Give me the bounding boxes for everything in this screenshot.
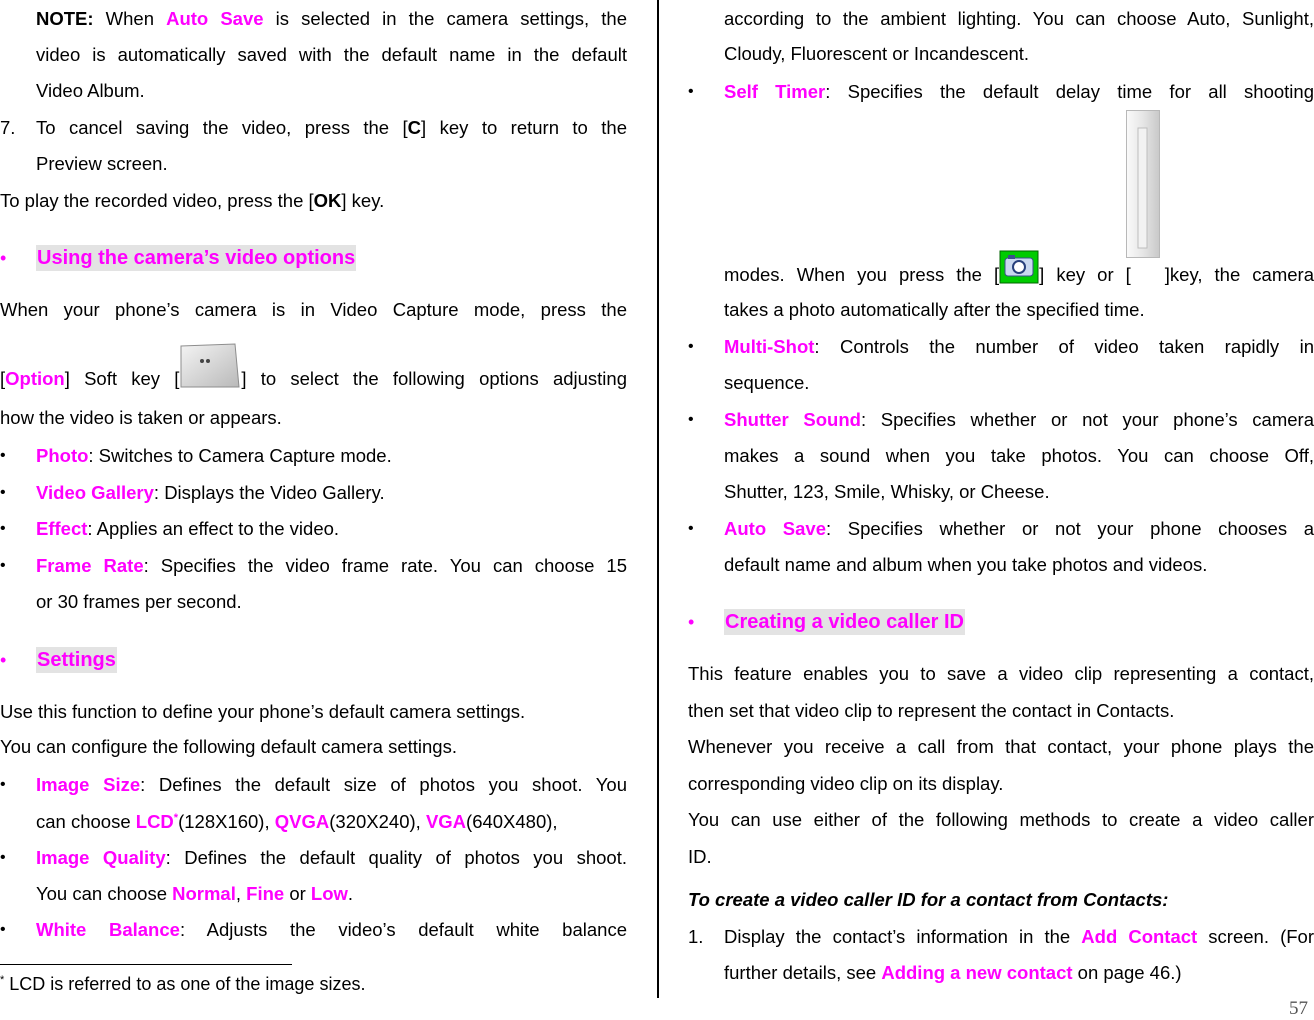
footnote	[0, 966, 627, 1002]
step-1-line-2	[688, 955, 1314, 991]
list-item-image-quality	[0, 840, 627, 876]
key-ok: OK	[313, 190, 342, 211]
intro-text: ] to select the following options adjusting	[241, 367, 627, 389]
heading-settings-row	[0, 642, 627, 678]
bracket: [	[0, 367, 6, 389]
para-2-line-2: corresponding video clip on its display.	[688, 773, 1004, 794]
text: Display the contact’s information in the	[724, 926, 1082, 947]
shutter-sound-label: Shutter Sound	[724, 409, 861, 430]
step-1	[688, 919, 1314, 955]
effect-text: : Applies an effect to the video.	[87, 518, 340, 539]
bullet-icon: •	[0, 849, 6, 866]
text: further details, see	[724, 962, 882, 983]
text: screen. (For	[1197, 926, 1314, 947]
heading-bullet: •	[0, 650, 7, 670]
intro-line-1: When your phone’s camera is in Video Capture mode, press the	[0, 299, 627, 320]
column-divider	[657, 0, 659, 998]
side-key-icon	[1126, 110, 1160, 258]
lcd-label: LCD	[135, 811, 174, 832]
footnote-ref: *	[173, 811, 179, 824]
para-3-line-2: ID.	[688, 846, 712, 867]
bullet-icon: •	[0, 447, 6, 464]
multi-shot-line-2: sequence.	[724, 372, 810, 393]
photo-label: Photo	[36, 445, 89, 466]
note-text: When	[93, 8, 167, 29]
step-text: ] key to return to the	[421, 117, 627, 138]
bullet-icon: •	[688, 520, 694, 537]
adding-contact-link[interactable]: Adding a new contact	[881, 962, 1073, 983]
heading-caller-id: Creating a video caller ID	[725, 611, 964, 633]
list-item-white-balance	[0, 912, 627, 948]
white-balance-label: White Balance	[36, 919, 180, 940]
bullet-icon: •	[688, 411, 694, 428]
text: You can choose	[36, 883, 173, 904]
image-quality-label: Image Quality	[36, 847, 166, 868]
camera-key-icon	[999, 250, 1039, 296]
list-item-self-timer	[688, 74, 1314, 110]
self-timer-text: : Specifies the default delay time for all shooting	[825, 81, 1314, 102]
image-quality-line-2	[0, 876, 627, 912]
step-number: 1.	[688, 926, 704, 947]
self-timer-label: Self Timer	[724, 81, 826, 102]
list-item-frame-rate	[0, 548, 627, 584]
play-text: To play the recorded video, press the [	[0, 190, 314, 211]
heading-bullet: •	[688, 612, 695, 632]
step-number: 7.	[0, 117, 16, 138]
step-7	[0, 110, 627, 146]
bullet-icon: •	[0, 557, 6, 574]
para-1-line-1: This feature enables you to save a video clip representing a contact,	[688, 663, 1314, 684]
procedure-title: To create a video caller ID for a contact from Contacts:	[688, 889, 1169, 910]
effect-label: Effect	[36, 518, 88, 539]
heading-video-options-row	[0, 240, 627, 276]
auto-save-label: Auto Save	[724, 518, 826, 539]
step-7-line-2: Preview screen.	[36, 153, 168, 174]
note-line-2: video is automatically saved with the default name in the default	[36, 44, 627, 65]
text: .	[347, 883, 354, 904]
frame-rate-label: Frame Rate	[36, 555, 144, 576]
list-item-image-size	[0, 767, 627, 803]
white-balance-cont-1: according to the ambient lighting. You can choose Auto, Sunlight,	[724, 8, 1314, 29]
para-2-line-1: Whenever you receive a call from that contact, your phone plays the	[688, 736, 1314, 757]
fine-label: Fine	[246, 883, 285, 904]
intro-line-2	[0, 351, 627, 387]
text: ,	[235, 883, 247, 904]
normal-label: Normal	[172, 883, 236, 904]
play-text: ] key.	[341, 190, 385, 211]
bullet-icon: •	[688, 83, 694, 100]
image-size-label: Image Size	[36, 774, 141, 795]
auto-save-text: : Specifies whether or not your phone chooses a	[825, 518, 1314, 539]
text: on page 46.)	[1072, 962, 1182, 983]
bullet-icon: •	[0, 921, 6, 938]
low-label: Low	[310, 883, 348, 904]
footnote-rule	[0, 964, 292, 965]
bullet-icon: •	[0, 776, 6, 793]
heading-bullet: •	[0, 248, 7, 268]
option-label: Option	[5, 367, 65, 389]
text: (640X480),	[466, 811, 558, 832]
text: can choose	[36, 811, 136, 832]
settings-line-1: Use this function to define your phone’s default camera settings.	[0, 701, 526, 722]
footnote-mark: *	[0, 974, 5, 986]
vga-label: VGA	[425, 811, 467, 832]
text: (320X240),	[329, 811, 426, 832]
text: (128X160),	[178, 811, 275, 832]
note-line-1	[0, 1, 627, 37]
white-balance-text: : Adjusts the video’s default white balance	[179, 919, 627, 940]
photo-text: : Switches to Camera Capture mode.	[88, 445, 392, 466]
footnote-text: LCD is referred to as one of the image sizes.	[4, 974, 366, 994]
list-item-photo	[0, 438, 627, 474]
bullet-icon: •	[688, 338, 694, 355]
list-item-effect	[0, 511, 627, 547]
step-text: To cancel saving the video, press the [	[36, 117, 408, 138]
soft-key-icon	[179, 343, 241, 401]
settings-line-2: You can configure the following default camera settings.	[0, 736, 457, 757]
multi-shot-label: Multi-Shot	[724, 336, 815, 357]
frame-rate-text: : Specifies the video frame rate. You can choose 15	[143, 555, 627, 576]
self-timer-line-2	[688, 253, 1314, 289]
image-size-text: : Defines the default size of photos you shoot. You	[140, 774, 627, 795]
para-1-line-2: then set that video clip to represent the contact in Contacts.	[688, 700, 1175, 721]
image-size-line-2	[0, 804, 627, 840]
heading-video-options: Using the camera’s video options	[37, 247, 356, 269]
page-number: 57	[1289, 998, 1308, 1019]
add-contact-label: Add Contact	[1081, 926, 1198, 947]
list-item-video-gallery	[0, 475, 627, 511]
bullet-icon: •	[0, 520, 6, 537]
bullet-icon: •	[0, 484, 6, 501]
shutter-sound-text: : Specifies whether or not your phone’s camera	[860, 409, 1314, 430]
note-autosave: Auto Save	[166, 8, 264, 29]
heading-settings: Settings	[37, 649, 116, 671]
multi-shot-text: : Controls the number of video taken rapidly in	[814, 336, 1314, 357]
intro-line-3: how the video is taken or appears.	[0, 407, 282, 428]
list-item-multi-shot	[688, 329, 1314, 365]
gallery-label: Video Gallery	[36, 482, 154, 503]
list-item-shutter-sound	[688, 402, 1314, 438]
text: ]key, the camera	[1164, 263, 1314, 285]
shutter-sound-line-2: makes a sound when you take photos. You can choose Off,	[724, 445, 1314, 466]
play-line	[0, 183, 627, 219]
note-label: NOTE:	[36, 8, 94, 29]
gallery-text: : Displays the Video Gallery.	[153, 482, 385, 503]
qvga-label: QVGA	[274, 811, 330, 832]
white-balance-cont-2: Cloudy, Fluorescent or Incandescent.	[724, 43, 1030, 64]
text: modes. When you press the [	[724, 263, 1000, 285]
image-quality-text: : Defines the default quality of photos you shoot.	[165, 847, 627, 868]
text: or	[284, 883, 311, 904]
note-line-3: Video Album.	[36, 80, 145, 101]
note-text: is selected in the camera settings, the	[263, 8, 627, 29]
shutter-sound-line-3: Shutter, 123, Smile, Whisky, or Cheese.	[724, 481, 1050, 502]
list-item-auto-save	[688, 511, 1314, 547]
frame-rate-line-2: or 30 frames per second.	[36, 591, 242, 612]
heading-caller-id-row	[688, 604, 1314, 640]
self-timer-line-3: takes a photo automatically after the specified time.	[724, 299, 1145, 320]
intro-text: ] Soft key [	[64, 367, 180, 389]
key-c: C	[407, 117, 422, 138]
text: ] key or [	[1039, 263, 1131, 285]
para-3-line-1: You can use either of the following methods to create a video caller	[688, 809, 1314, 830]
auto-save-line-2: default name and album when you take photos and videos.	[724, 554, 1208, 575]
